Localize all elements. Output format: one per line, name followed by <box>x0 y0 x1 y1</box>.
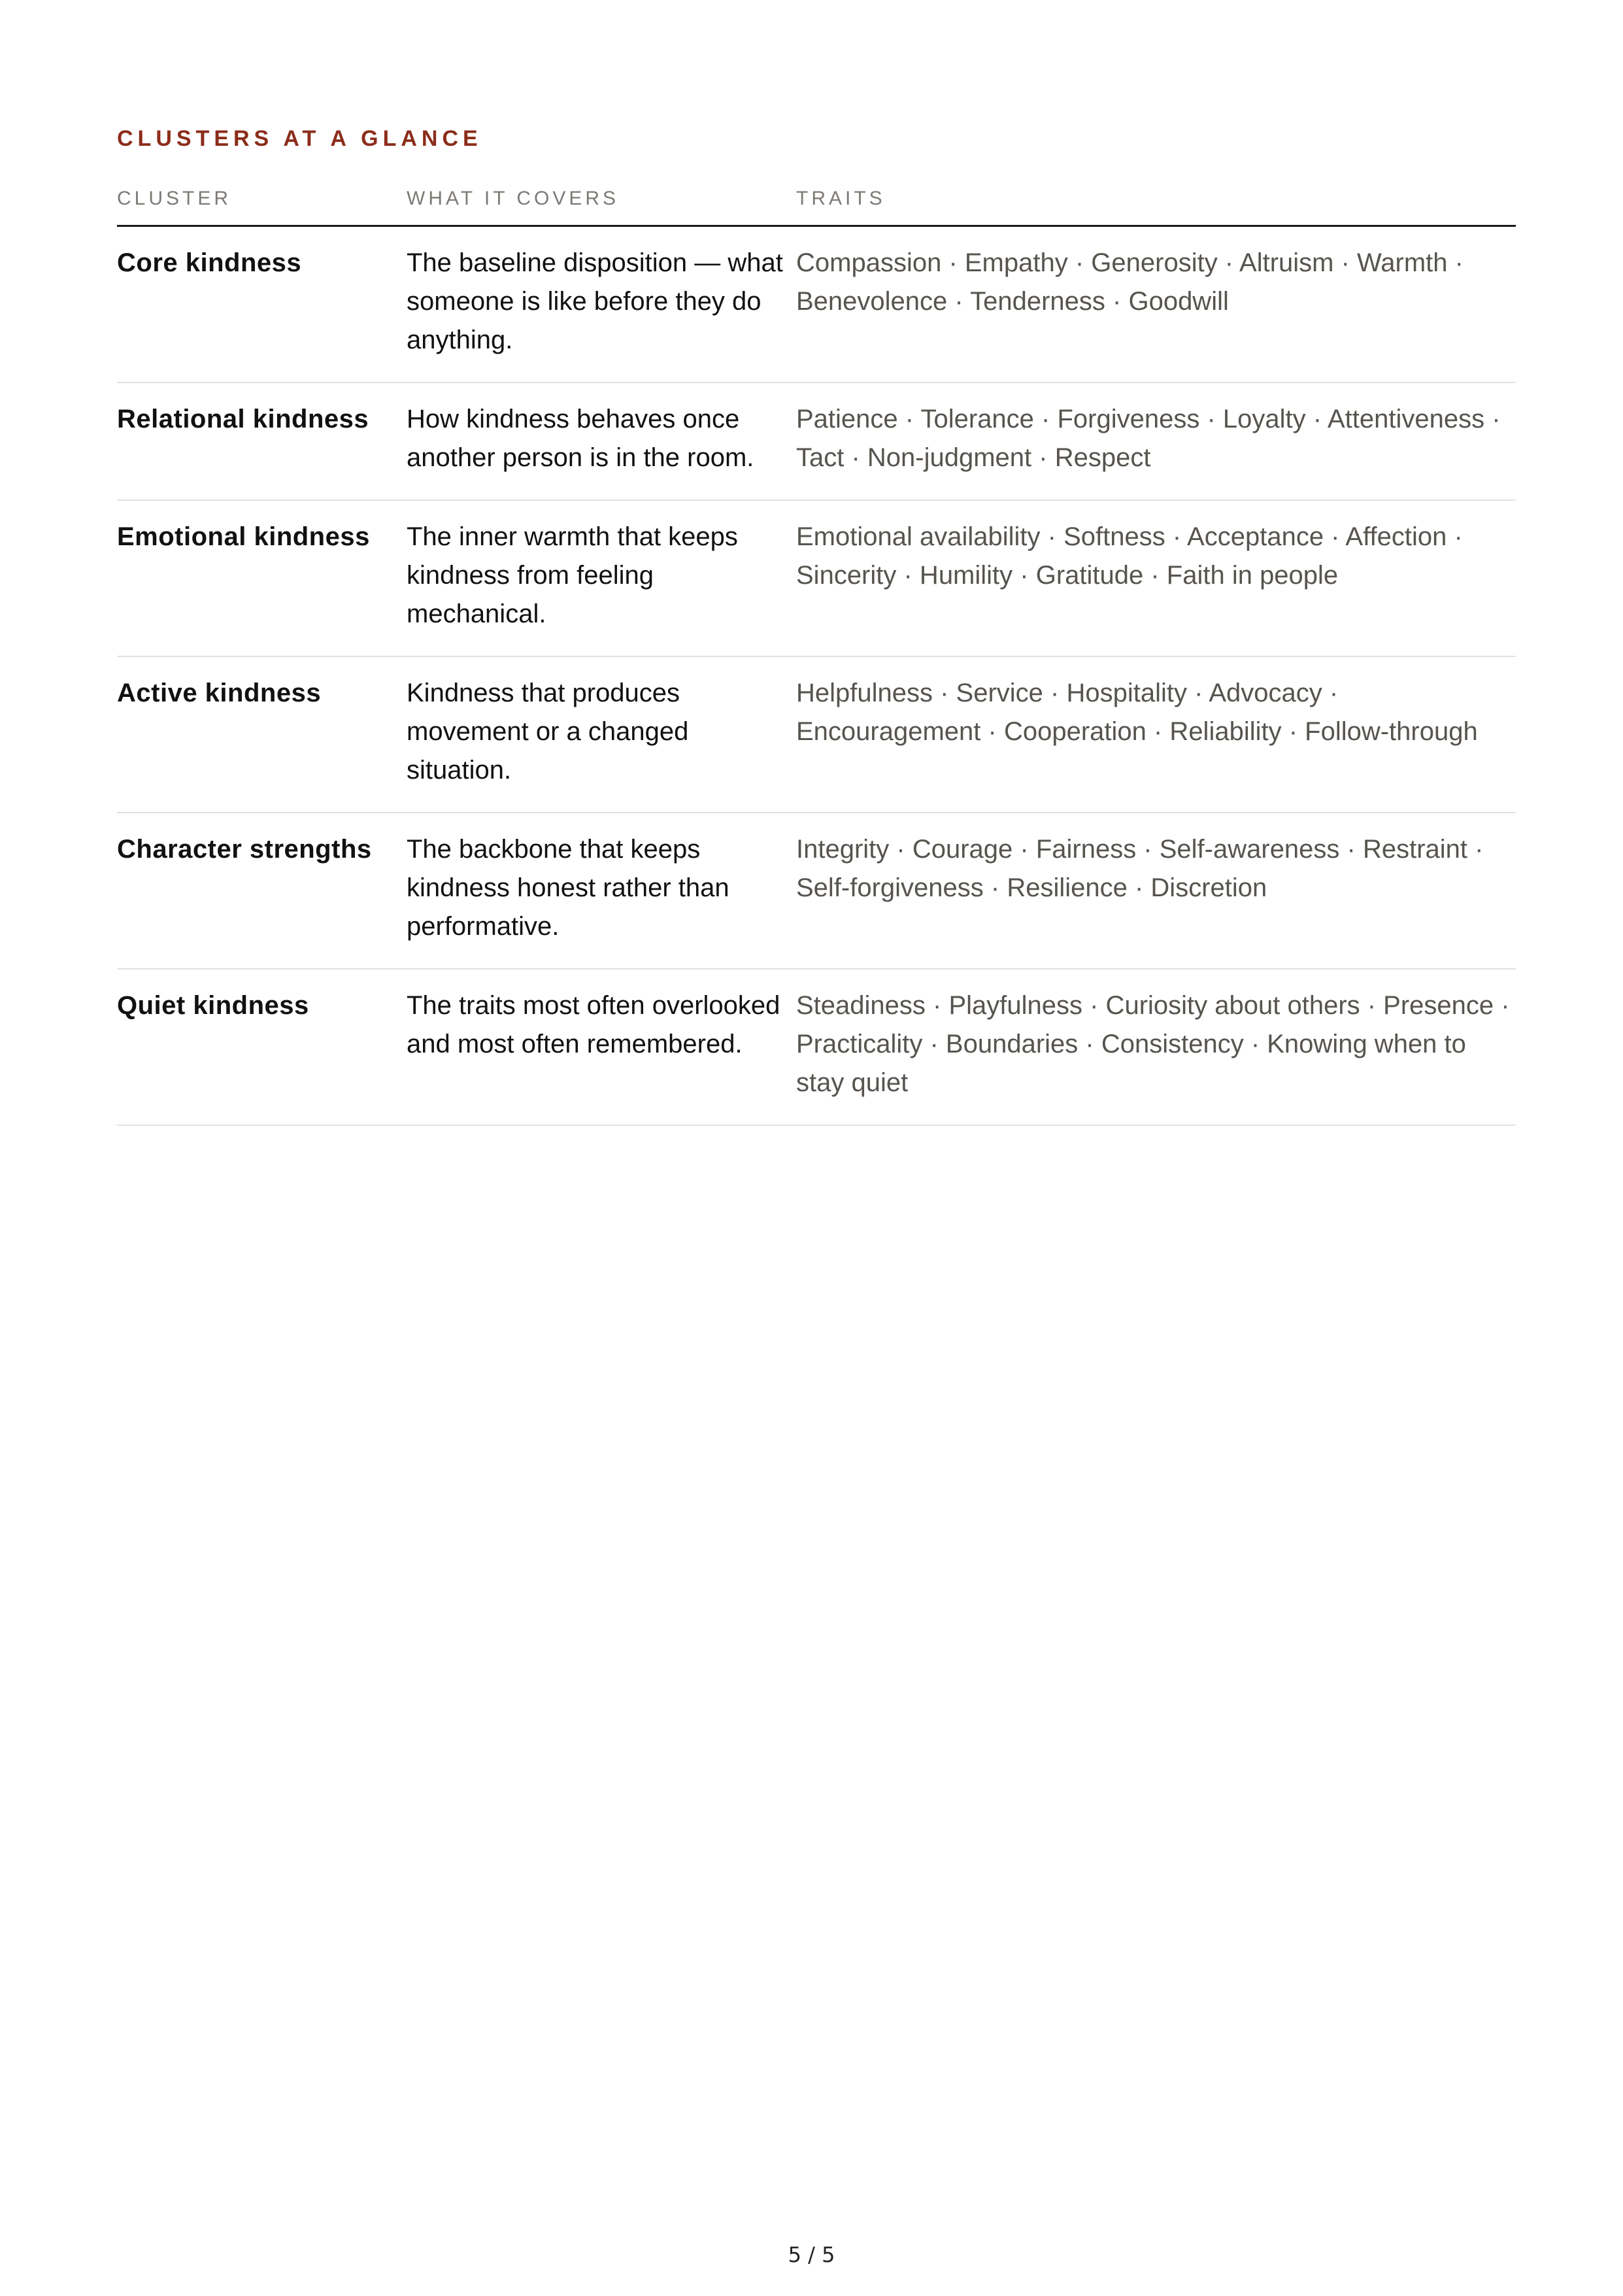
clusters-table <box>117 184 1516 1126</box>
cluster-traits: Compassion · Empathy · Generosity · Altruism · Warmth · Benevolence · Tenderness · Goodwill <box>796 226 1516 383</box>
cluster-traits: Integrity · Courage · Fairness · Self-awareness · Restraint · Self-forgiveness · Resilience · Discretion <box>796 813 1516 969</box>
table-row <box>117 969 1516 1125</box>
table-row <box>117 813 1516 969</box>
cluster-description: The inner warmth that keeps kindness from feeling mechanical. <box>407 500 796 656</box>
cluster-traits: Helpfulness · Service · Hospitality · Advocacy · Encouragement · Cooperation · Reliability · Follow-through <box>796 656 1516 813</box>
cluster-name: Character strengths <box>117 813 407 969</box>
cluster-traits: Emotional availability · Softness · Acceptance · Affection · Sincerity · Humility · Gratitude · Faith in people <box>796 500 1516 656</box>
section-heading: CLUSTERS AT A GLANCE <box>117 126 482 151</box>
cluster-description: How kindness behaves once another person is in the room. <box>407 382 796 500</box>
column-header-cluster: CLUSTER <box>117 184 407 226</box>
cluster-description: The traits most often overlooked and most often remembered. <box>407 969 796 1125</box>
cluster-name: Quiet kindness <box>117 969 407 1125</box>
table-row <box>117 226 1516 383</box>
page-content <box>117 124 1516 1126</box>
table-row <box>117 656 1516 813</box>
cluster-traits: Steadiness · Playfulness · Curiosity about others · Presence · Practicality · Boundaries · Consistency · Knowing when to stay quiet <box>796 969 1516 1125</box>
table-body <box>117 226 1516 1126</box>
cluster-name: Relational kindness <box>117 382 407 500</box>
cluster-description: The baseline disposition — what someone is like before they do anything. <box>407 226 796 383</box>
table-header-row <box>117 184 1516 226</box>
column-header-traits: TRAITS <box>796 184 1516 226</box>
cluster-name: Emotional kindness <box>117 500 407 656</box>
table-row <box>117 382 1516 500</box>
cluster-description: The backbone that keeps kindness honest rather than performative. <box>407 813 796 969</box>
cluster-traits: Patience · Tolerance · Forgiveness · Loyalty · Attentiveness · Tact · Non-judgment · Respect <box>796 382 1516 500</box>
column-header-what-it-covers: WHAT IT COVERS <box>407 184 796 226</box>
cluster-name: Active kindness <box>117 656 407 813</box>
table-header <box>117 184 1516 226</box>
table-row <box>117 500 1516 656</box>
cluster-description: Kindness that produces movement or a changed situation. <box>407 656 796 813</box>
page-number: 5 / 5 <box>788 2242 835 2267</box>
cluster-name: Core kindness <box>117 226 407 383</box>
